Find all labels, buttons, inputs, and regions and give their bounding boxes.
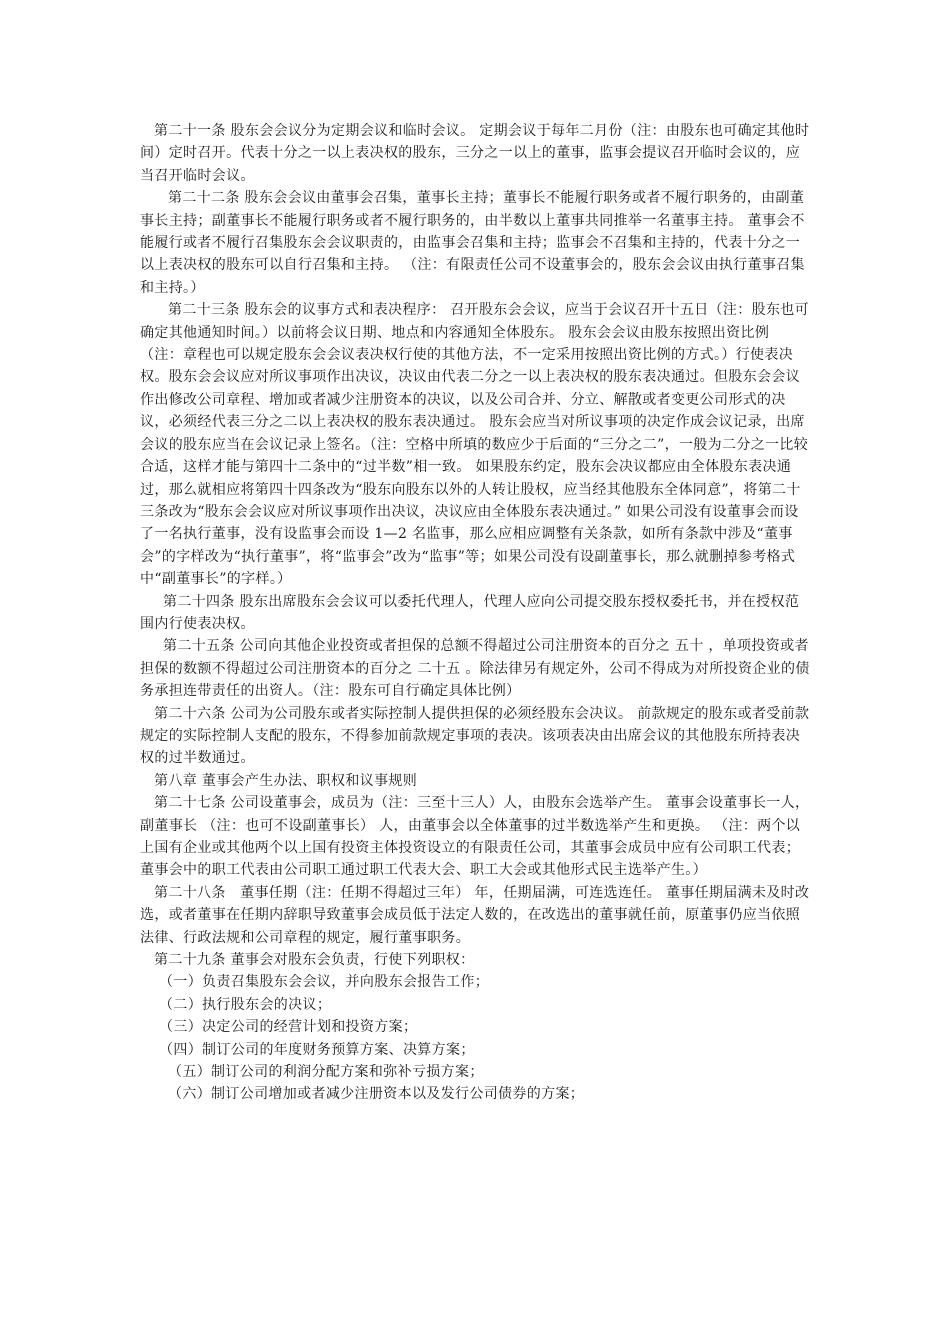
list-item: （五）制订公司的利润分配方案和弥补亏损方案； (168, 1064, 484, 1081)
article-27: 第二十七条 公司设董事会，成员为（注：三至十三人）人，由股东会选举产生。 董事会设董事长一人，副董事长 （注：也可不设副董事长） 人，由董事会以全体董事的过半数选举产生和更换。 （注：两个以上国有企业或其他两个以上国有投资主体投资设立的有限责任公司，其董事会成员中应有公司职工代表；董事会中的职工代表由公司职工通过职工代表大会、职工大会或其他形式民主选举产生。） (140, 795, 810, 879)
list-item: （三）决定公司的经营计划和投资方案； (159, 1019, 418, 1036)
chapter-8-heading: 第八章 董事会产生办法、职权和议事规则 (154, 772, 418, 789)
article-23: 第二十三条 股东会的议事方式和表决程序： 召开股东会会议，应当于会议召开十五日（注：股东也可确定其他通知时间。）以前将会议日期、地点和内容通知全体股东。 股东会会议由股东按照出资比例（注：章程也可以规定股东会会议表决权行使的其他方法，不一定采用按照出资比例的方式。）行使表决权。股东会会议应对所议事项作出决议，决议由代表二分之一以上表决权的股东表决通过。但股东会会议作出修改公司章程、增加或者减少注册资本的决议，以及公司合并、分立、解散或者变更公司形式的决议，必须经代表三分之二以上表决权的股东表决通过。 股东会应当对所议事项的决定作成会议记录，出席会议的股东应当在会议记录上签名。（注：空格中所填的数应少于后面的“三分之二”，一般为二分之一比较合适，这样才能与第四十二条中的“过半数”相一致。 如果股东约定，股东会决议都应由全体股东表决通过，那么就相应将第四十四条改为“股东向股东以外的人转让股权，应当经其他股东全体同意”，将第二十三条改为“股东会会议应对所议事项作出决议，决议应由全体股东表决通过。” 如果公司没有设董事会而设了一名执行董事，没有设监事会而设 1—2 名监事，那么应相应调整有关条款，如所有条款中涉及“董事会”的字样改为“执行董事”，将“监事会”改为“监事”等；如果公司没有设副董事长，那么就删掉参考格式中“副董事长”的字样。） (140, 302, 809, 588)
article-21: 第二十一条 股东会会议分为定期会议和临时会议。 定期会议于每年二月份（注：由股东也可确定其他时间）定时召开。代表十分之一以上表决权的股东，三分之一以上的董事，监事会提议召开临时会议的，应当召开临时会议。 (140, 123, 810, 184)
article-26: 第二十六条 公司为公司股东或者实际控制人提供担保的必须经股东会决议。 前款规定的股东或者受前款规定的实际控制人支配的股东，不得参加前款规定事项的表决。该项表决由出席会议的其他股东所持表决权的过半数通过。 (140, 705, 810, 767)
article-29: 第二十九条 董事会对股东会负责，行使下列职权： (154, 952, 475, 969)
article-25: 第二十五条 公司向其他企业投资或者担保的总额不得超过公司注册资本的百分之 五十 ，单项投资或者担保的数额不得超过公司注册资本的百分之 二十五 。除法律另有规定外，公司不得成为对所投资企业的债务承担连带责任的出资人。（注：股东可自行确定具体比例） (140, 638, 810, 700)
article-24: 第二十四条 股东出席股东会会议可以委托代理人，代理人应向公司提交股东授权委托书，并在授权范围内行使表决权。 (140, 593, 800, 632)
list-item: （四）制订公司的年度财务预算方案、决算方案； (159, 1041, 475, 1058)
list-item: （一）负责召集股东会会议，并向股东会报告工作； (159, 974, 490, 991)
document-page (140, 120, 812, 1106)
list-item: （二）执行股东会的决议； (159, 996, 332, 1013)
list-item: （六）制订公司增加或者减少注册资本以及发行公司债券的方案； (168, 1086, 585, 1103)
article-22: 第二十二条 股东会会议由董事会召集，董事长主持；董事长不能履行职务或者不履行职务的，由副董事长主持；副董事长不能履行职务或者不履行职务的，由半数以上董事共同推举一名董事主持。 董事会不能履行或者不履行召集股东会会议职责的，由监事会召集和主持；监事会不召集和主持的，代表十分之一以上表决权的股东可以自行召集和主持。 （注：有限责任公司不设董事会的，股东会会议由执行董事召集和主持。） (140, 190, 805, 296)
article-28: 第二十八条 董事任期（注：任期不得超过三年） 年，任期届满，可连选连任。 董事任期届满未及时改选，或者董事在任期内辞职导致董事会成员低于法定人数的，在改选出的董事就任前，原董事仍应当依照法律、行政法规和公司章程的规定，履行董事职务。 (140, 884, 810, 946)
